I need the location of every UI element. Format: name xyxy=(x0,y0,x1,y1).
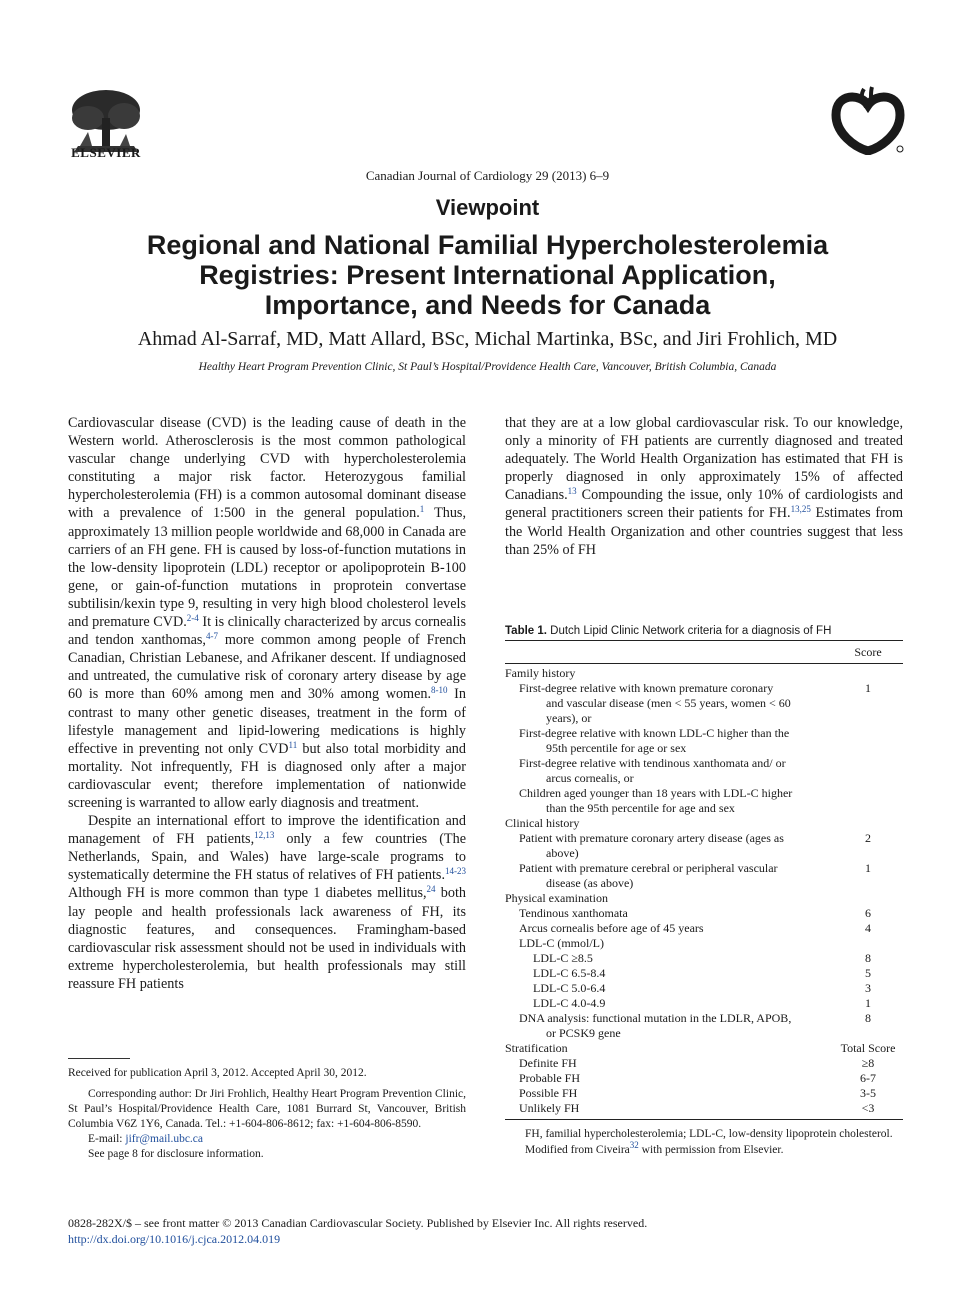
email-link[interactable]: jifr@mail.ubc.ca xyxy=(125,1133,204,1145)
elsevier-wordmark: ELSEVIER xyxy=(71,145,141,160)
table-row xyxy=(505,936,903,951)
table-row xyxy=(505,951,903,966)
table-score xyxy=(833,936,903,951)
affiliation: Healthy Heart Program Prevention Clinic, St Paul’s Hospital/Providence Health Care, Vancouver, British Columbia, Canada xyxy=(198,361,777,373)
table-score xyxy=(833,891,903,906)
table-score: 3 xyxy=(865,981,871,995)
table-row xyxy=(505,1071,903,1086)
table-score: 6-7 xyxy=(860,1071,876,1085)
table-row xyxy=(505,996,903,1011)
table-criterion: Definite FH xyxy=(519,1056,577,1070)
title-line: Importance, and Needs for Canada xyxy=(264,290,711,320)
disclosure-note: See page 8 for disclosure information. xyxy=(88,1148,264,1160)
table-1 xyxy=(505,625,903,1158)
corresponding-author-note: Corresponding author: Dr Jiri Frohlich, Healthy Heart Program Prevention Clinic, St Paul’s Hospital/Providence Health Care, 1081 Burrard St, Vancouver, British Columbia V6Z 1Y6, Canada. Tel.: +1-604-806-8612; fax: +1-604-806-8590. xyxy=(68,1088,466,1130)
title-line: Regional and National Familial Hypercholesterolemia xyxy=(146,230,829,260)
table-criterion: Stratification xyxy=(505,1041,568,1055)
table-score: <3 xyxy=(861,1101,875,1115)
citation-link[interactable]: 1 xyxy=(419,504,425,515)
table-criterion: Family history xyxy=(505,666,576,680)
citation-link[interactable]: 2-4 xyxy=(186,613,199,624)
table-criterion: LDL-C 4.0-4.9 xyxy=(533,996,606,1010)
table-criterion: Possible FH xyxy=(519,1086,578,1100)
table-criterion: Patient with premature coronary artery disease (ages as above) xyxy=(519,831,784,860)
table-row xyxy=(505,1011,903,1041)
citation-link[interactable]: 12,13 xyxy=(254,830,275,841)
citation-link[interactable]: 13,25 xyxy=(790,504,811,515)
author-list: Ahmad Al-Sarraf, MD, Matt Allard, BSc, Michal Martinka, BSc, and Jiri Frohlich, MD xyxy=(137,328,838,350)
table-score: 3-5 xyxy=(860,1086,876,1100)
table-criterion: Physical examination xyxy=(505,891,608,905)
table-row xyxy=(505,786,903,816)
copyright-line: 0828-282X/$ – see front matter © 2013 Canadian Cardiovascular Society. Published by Elsevier Inc. All rights reserved. xyxy=(68,1216,648,1230)
table-caption: Table 1. Dutch Lipid Clinic Network criteria for a diagnosis of FH xyxy=(505,625,832,637)
table-score xyxy=(833,756,903,786)
body-paragraph: that they are at a low global cardiovascular risk. To our knowledge, only a minority of FH patients are currently diagnosed and treated adequately. The World Health Organization has estimated that FH is properly diagnosed in only approximately 15% of affected Canadians.$^{13}$ Compounding the issue, only 10% of cardiologists and general practitioners screen their patients for FH.$^{13,25}$ Estimates from the World Health Organization and other countries suggest that less than 25% of FH xyxy=(505,415,903,558)
score-column-header: Score xyxy=(854,645,882,659)
table-row xyxy=(505,891,903,906)
table-criterion: First-degree relative with known LDL-C higher than the 95th percentile for age or sex xyxy=(519,726,790,755)
table-row xyxy=(505,756,903,786)
table-body xyxy=(505,664,903,1116)
table-criterion: LDL-C 6.5-8.4 xyxy=(533,966,606,980)
table-row xyxy=(505,966,903,981)
citation-link[interactable]: 14-23 xyxy=(445,866,466,877)
table-criterion: Patient with premature cerebral or peripheral vascular disease (as above) xyxy=(519,861,778,890)
body-paragraph: Cardiovascular disease (CVD) is the leading cause of death in the Western world. Atherosclerosis is the most common pathological vascular change underlying CVD with hypercholesterolemia constituting a major risk factor. Heterozygous familial hypercholesterolemia (FH) is a common autosomal dominant disease with a prevalence of 1:500 in the general population.$^1$ Thus, approximately 13 million people worldwide and 68,000 in Canada are carriers of an FH gene. FH is caused by loss-of-function mutations in the low-density lipoprotein (LDL) receptor or apolipoprotein B-100 gene, or gain-of-function mutations in proprotein convertase subtilisin/kexin type 9, resulting in very high blood cholesterol levels and premature CVD.$^{2-4}$ It is clinically characterized by arcus cornealis and tendon xanthomas,$^{4-7}$ more common among people of French Canadian, Christian Lebanese, and Afrikaner descent. If undiagnosed and untreated, the cumulative risk of coronary artery disease by age 60 is more than 60% among men and 30% among women.$^{8-10}$ In contrast to many other genetic diseases, treatment in the form of lifestyle management and lipid-lowering medications is highly effective in preventing not only CVD$^{11}$ but also total morbidity and mortality. Not infrequently, FH is diagnosed only after a major cardiovascular event; therefore implementation of nationwide screening is warranted to allow early diagnosis and treatment. xyxy=(68,415,466,811)
table-score: 8 xyxy=(865,951,871,965)
table-criterion: First-degree relative with tendinous xanthomata and/ or arcus cornealis, or xyxy=(519,756,786,785)
table-score: ≥8 xyxy=(861,1056,875,1070)
table-criterion: First-degree relative with known premature coronary and vascular disease (men < 55 years, women < 60 years), or xyxy=(519,681,791,725)
footnote-rule xyxy=(68,1058,130,1059)
table-score xyxy=(833,666,903,681)
body-left-column xyxy=(68,414,466,993)
table-score: 6 xyxy=(865,906,871,920)
table-score xyxy=(833,786,903,816)
ccs-heart-logo xyxy=(830,85,906,155)
title-line: Registries: Present International Application, xyxy=(199,260,776,290)
table-header xyxy=(505,641,903,663)
citation-link[interactable]: 8-10 xyxy=(431,685,448,696)
journal-citation: Canadian Journal of Cardiology 29 (2013) 6–9 xyxy=(365,168,610,183)
citation-link[interactable]: 11 xyxy=(288,739,298,750)
table-criterion: Children aged younger than 18 years with LDL-C higher than the 95th percentile for age and sex xyxy=(519,786,793,815)
table-row xyxy=(505,861,903,891)
table-score: 4 xyxy=(865,921,871,935)
table-score: 1 xyxy=(865,681,871,695)
table-source: Modified from Civeira$^{32}$ with permission from Elsevier. xyxy=(525,1140,784,1156)
table-score: 2 xyxy=(865,831,871,845)
body-right-column xyxy=(505,414,903,559)
section-label: Viewpoint xyxy=(435,195,540,220)
table-criterion: DNA analysis: functional mutation in the LDLR, APOB, or PCSK9 gene xyxy=(519,1011,792,1040)
table-row xyxy=(505,906,903,921)
table-bottom-rule xyxy=(505,1119,903,1120)
table-notes xyxy=(505,1126,903,1158)
table-row xyxy=(505,831,903,861)
table-row xyxy=(505,666,903,681)
citation-link[interactable]: 32 xyxy=(629,1140,639,1150)
table-row xyxy=(505,816,903,831)
table-score: 1 xyxy=(865,996,871,1010)
table-criterion: Clinical history xyxy=(505,816,580,830)
table-score: 1 xyxy=(865,861,871,875)
footnotes xyxy=(68,1066,466,1162)
email-note: E-mail: jifr@mail.ubc.ca xyxy=(88,1133,204,1145)
table-row xyxy=(505,726,903,756)
table-criterion: LDL-C ≥8.5 xyxy=(533,951,593,965)
table-criterion: LDL-C (mmol/L) xyxy=(519,936,604,950)
table-row xyxy=(505,981,903,996)
table-row xyxy=(505,681,903,726)
table-score: 5 xyxy=(865,966,871,980)
table-row xyxy=(505,1041,903,1056)
table-score xyxy=(833,816,903,831)
received-note: Received for publication April 3, 2012. Accepted April 30, 2012. xyxy=(68,1067,367,1079)
body-paragraph: Despite an international effort to improve the identification and management of FH patients,$^{12,13}$ only a few countries (The Netherlands, Spain, and Wales) have large-scale programs to systematically determine the FH status of relatives of FH patients.$^{14-23}$ Although FH is more common than type 1 diabetes mellitus,$^{24}$ both lay people and health professionals lack awareness of FH, its diagnostic features, and consequences. Framingham-based cardiovascular risk assessment should not be used in individuals with extreme hypercholesterolemia, but health professionals may still reassure FH patients xyxy=(68,813,466,992)
table-row xyxy=(505,1056,903,1071)
table-score: 8 xyxy=(865,1011,871,1025)
table-criterion: Tendinous xanthomata xyxy=(519,906,628,920)
table-row xyxy=(505,1086,903,1101)
table-abbreviations: FH, familial hypercholesterolemia; LDL-C, low-density lipoprotein cholesterol. xyxy=(525,1128,893,1140)
citation-link[interactable]: 24 xyxy=(426,884,436,895)
table-score: Total Score xyxy=(840,1041,896,1055)
article-title xyxy=(80,230,895,320)
table-criterion: Probable FH xyxy=(519,1071,580,1085)
table-criterion: Unlikely FH xyxy=(519,1101,580,1115)
citation-link[interactable]: 13 xyxy=(567,486,577,497)
table-row xyxy=(505,921,903,936)
citation-link[interactable]: 4-7 xyxy=(205,631,218,642)
table-row xyxy=(505,1101,903,1116)
doi-link[interactable]: http://dx.doi.org/10.1016/j.cjca.2012.04.019 xyxy=(68,1232,281,1246)
table-criterion: LDL-C 5.0-6.4 xyxy=(533,981,606,995)
table-criterion: Arcus cornealis before age of 45 years xyxy=(519,921,704,935)
table-score xyxy=(833,726,903,756)
